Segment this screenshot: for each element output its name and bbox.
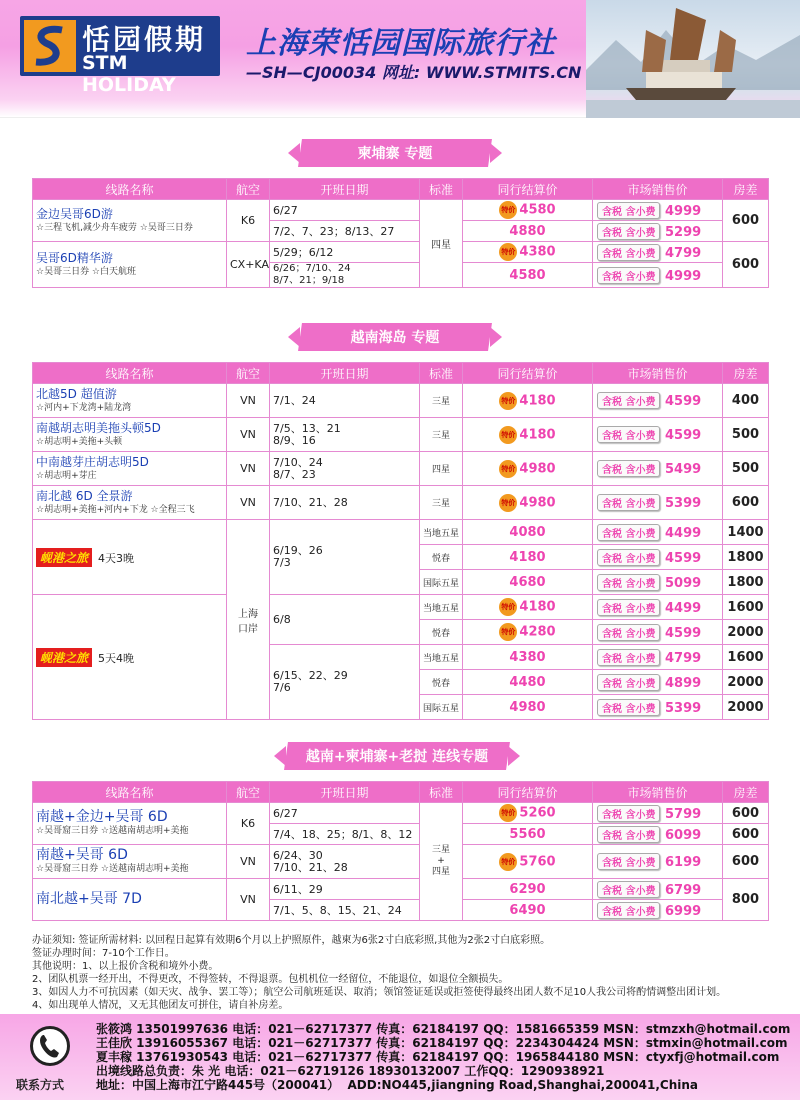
- market-cell: [593, 242, 723, 263]
- market-price: 5399: [665, 700, 702, 716]
- trade-cell: [463, 879, 593, 900]
- fee-tag: 含税 含小费: [597, 624, 660, 641]
- col-air: 航空: [227, 782, 270, 803]
- hot-badge-icon: 特价: [499, 623, 517, 641]
- date-cell: 7/1、5、8、15、21、24: [270, 900, 420, 921]
- trade-cell: [463, 845, 593, 879]
- trade-price: 4180: [519, 599, 556, 615]
- market-cell: [593, 200, 723, 221]
- col-trade: 同行结算价: [463, 782, 593, 803]
- trade-cell: [463, 200, 593, 221]
- hot-badge-icon: 特价: [499, 426, 517, 444]
- date-cell: 6/27: [270, 200, 420, 221]
- section-banner-combo: [284, 742, 510, 770]
- route-cell: [33, 845, 227, 879]
- std-cell: 三星: [420, 418, 463, 452]
- col-diff: 房差: [723, 782, 769, 803]
- boat-photo: [586, 0, 800, 118]
- market-cell: [593, 845, 723, 879]
- col-market: 市场销售价: [593, 782, 723, 803]
- std-cell: 悦春: [420, 545, 463, 570]
- col-trade: 同行结算价: [463, 179, 593, 200]
- fee-tag: 含税 含小费: [597, 244, 660, 261]
- std-cell: 当地五星: [420, 520, 463, 545]
- air-cell: K6: [227, 803, 270, 845]
- table-row: [33, 486, 769, 520]
- contact-label: 联系方式: [16, 1078, 65, 1092]
- market-cell: [593, 695, 723, 720]
- trade-price: 4280: [519, 624, 556, 640]
- table-row: [33, 200, 769, 221]
- trade-cell: [463, 803, 593, 824]
- diff-cell: 1600: [723, 595, 769, 620]
- section-title: 越南海岛 专题: [350, 330, 440, 346]
- date-cell: 5/29；6/12: [270, 242, 420, 263]
- date-cell: 6/8: [270, 595, 420, 645]
- hot-badge-icon: 特价: [499, 853, 517, 871]
- notes-block: [32, 934, 726, 1012]
- std-cell: 四星: [420, 200, 463, 288]
- diff-cell: 1800: [723, 570, 769, 595]
- table-row: [33, 384, 769, 418]
- market-price: 6999: [665, 903, 702, 919]
- std-cell: 四星: [420, 452, 463, 486]
- hot-badge-icon: 特价: [499, 201, 517, 219]
- col-std: 标准: [420, 363, 463, 384]
- trade-price: 4580: [519, 202, 556, 218]
- table-header-row: [33, 782, 769, 803]
- market-cell: [593, 879, 723, 900]
- fee-tag: 含税 含小费: [597, 267, 660, 284]
- route-cell: [33, 486, 227, 520]
- agency-name: 上海荣恬园国际旅行社: [246, 26, 556, 61]
- date-cell: 7/4、18、25；8/1、8、12: [270, 824, 420, 845]
- market-price: 4599: [665, 550, 702, 566]
- diff-cell: 500: [723, 452, 769, 486]
- table-row: [33, 803, 769, 824]
- col-date: 开班日期: [270, 179, 420, 200]
- market-price: 4599: [665, 394, 702, 409]
- trade-cell: [463, 570, 593, 595]
- date-cell: 7/5、13、21 8/9、16: [270, 418, 420, 452]
- trade-cell: [463, 418, 593, 452]
- market-price: 5399: [665, 496, 702, 511]
- danang-tag: 岘港之旅: [36, 548, 92, 567]
- fee-tag: 含税 含小费: [597, 494, 660, 511]
- air-cell: 上海 口岸: [227, 520, 270, 720]
- trade-price: 4680: [509, 574, 546, 590]
- note-line: 2、团队机票一经开出，不得更改，不得签转，不得退票。包机机位一经留位，不能退位，如退位全额损失。: [32, 974, 509, 985]
- hot-badge-icon: 特价: [499, 598, 517, 616]
- trade-cell: [463, 452, 593, 486]
- market-cell: [593, 803, 723, 824]
- trade-cell: [463, 670, 593, 695]
- market-cell: [593, 545, 723, 570]
- air-cell: VN: [227, 845, 270, 879]
- section-banner-cambodia: [298, 139, 492, 167]
- col-route: 线路名称: [33, 363, 227, 384]
- trade-cell: [463, 645, 593, 670]
- date-cell: 7/10、21、28: [270, 486, 420, 520]
- std-cell: 三星 + 四星: [420, 803, 463, 921]
- fee-tag: 含税 含小费: [597, 805, 660, 822]
- col-market: 市场销售价: [593, 179, 723, 200]
- danang-tag: 岘港之旅: [36, 648, 92, 667]
- air-cell: VN: [227, 879, 270, 921]
- market-price: 5799: [665, 806, 702, 822]
- route-cell: [33, 384, 227, 418]
- trade-price: 4180: [519, 393, 556, 408]
- route-desc: ☆河内+下龙湾+陆龙湾: [36, 403, 132, 413]
- note-line: 签证办理时间：7-10个工作日。: [32, 948, 175, 959]
- trade-price: 4180: [519, 427, 556, 442]
- fee-tag: 含税 含小费: [597, 392, 660, 409]
- std-cell: 悦春: [420, 670, 463, 695]
- col-air: 航空: [227, 179, 270, 200]
- std-cell: 当地五星: [420, 595, 463, 620]
- fee-tag: 含税 含小费: [597, 202, 660, 219]
- diff-cell: 600: [723, 242, 769, 288]
- table-row: [33, 242, 769, 263]
- fee-tag: 含税 含小费: [597, 649, 660, 666]
- diff-cell: 2000: [723, 695, 769, 720]
- market-cell: [593, 595, 723, 620]
- trade-price: 5760: [519, 854, 556, 869]
- hot-badge-icon: 特价: [499, 243, 517, 261]
- fee-tag: 含税 含小费: [597, 549, 660, 566]
- trade-cell: [463, 545, 593, 570]
- trade-cell: [463, 242, 593, 263]
- route-desc: ☆吴哥窟三日券 ☆送越南胡志明+美拖: [36, 826, 189, 836]
- fee-tag: 含税 含小费: [597, 826, 660, 843]
- table-row: [33, 845, 769, 879]
- footer: [0, 1014, 800, 1100]
- route-name: 南北越 6D 全景游: [36, 489, 133, 503]
- trade-price: 4180: [509, 549, 546, 565]
- date-cell: 7/10、24 8/7、23: [270, 452, 420, 486]
- trade-cell: [463, 900, 593, 921]
- trade-price: 4580: [509, 267, 546, 283]
- market-price: 4999: [665, 203, 702, 219]
- contact-line: 王佳欣 13916055367 电话：021－62717377 传真：62184197 QQ：2234304424 MSN：stmxin@hotmail.com: [96, 1036, 788, 1050]
- table-row: [33, 595, 769, 620]
- trade-price: 4980: [519, 495, 556, 510]
- note-line: 4、如出现单人情况，又无其他团友可拼住，请自补房差。: [32, 1000, 289, 1011]
- table-row: [33, 520, 769, 545]
- trade-price: 5560: [509, 826, 546, 842]
- market-cell: [593, 418, 723, 452]
- route-cell: [33, 520, 227, 595]
- diff-cell: 1800: [723, 545, 769, 570]
- fee-tag: 含税 含小费: [597, 524, 660, 541]
- diff-cell: 2000: [723, 620, 769, 645]
- route-cell: [33, 595, 227, 720]
- banner-ribbon-right: [508, 746, 520, 766]
- fee-tag: 含税 含小费: [597, 881, 660, 898]
- diff-cell: 2000: [723, 670, 769, 695]
- diff-cell: 800: [723, 879, 769, 921]
- market-price: 6799: [665, 882, 702, 898]
- route-desc: ☆胡志明+芽庄: [36, 471, 97, 481]
- std-cell: 三星: [420, 486, 463, 520]
- hot-badge-icon: 特价: [499, 804, 517, 822]
- market-price: 4499: [665, 525, 702, 541]
- section-title: 越南+柬埔寨+老挝 连线专题: [305, 749, 489, 765]
- market-price: 5099: [665, 575, 702, 591]
- market-cell: [593, 570, 723, 595]
- trade-price: 5260: [519, 805, 556, 821]
- section-banner-vietnam: [298, 323, 492, 351]
- diff-cell: 400: [723, 384, 769, 418]
- hot-badge-icon: 特价: [499, 460, 517, 478]
- col-air: 航空: [227, 363, 270, 384]
- std-cell: 当地五星: [420, 645, 463, 670]
- route-name: 北越5D 超值游: [36, 387, 117, 401]
- trade-cell: [463, 695, 593, 720]
- stm-logo: [20, 16, 220, 96]
- table-row: [33, 452, 769, 486]
- trade-price: 4880: [509, 223, 546, 239]
- std-cell: 三星: [420, 384, 463, 418]
- air-cell: K6: [227, 200, 270, 242]
- col-date: 开班日期: [270, 782, 420, 803]
- fee-tag: 含税 含小费: [597, 223, 660, 240]
- col-diff: 房差: [723, 179, 769, 200]
- market-cell: [593, 221, 723, 242]
- air-cell: CX+KA: [227, 242, 270, 288]
- fee-tag: 含税 含小费: [597, 853, 660, 870]
- combo-table: [32, 781, 769, 921]
- diff-cell: 600: [723, 803, 769, 824]
- hot-badge-icon: 特价: [499, 494, 517, 512]
- route-cell: [33, 452, 227, 486]
- section-title: 柬埔寨 专题: [357, 146, 433, 162]
- route-name: 南越+吴哥 6D: [36, 847, 128, 863]
- logo-s-icon: [24, 20, 76, 72]
- route-name: 金边吴哥6D游: [36, 207, 113, 221]
- trade-price: 6490: [509, 902, 546, 918]
- diff-cell: 1400: [723, 520, 769, 545]
- market-price: 4899: [665, 675, 702, 691]
- date-cell: 6/27: [270, 803, 420, 824]
- vietnam-table: [32, 362, 769, 720]
- route-cell: [33, 879, 227, 921]
- route-name: 吴哥6D精华游: [36, 251, 113, 265]
- route-nights: 4天3晚: [98, 551, 135, 565]
- trade-price: 4380: [519, 244, 556, 260]
- table-header-row: [33, 179, 769, 200]
- date-cell: 7/2、7、23；8/13、27: [270, 221, 420, 242]
- banner-ribbon-right: [490, 143, 502, 163]
- market-cell: [593, 900, 723, 921]
- market-cell: [593, 824, 723, 845]
- trade-cell: [463, 221, 593, 242]
- col-route: 线路名称: [33, 179, 227, 200]
- market-price: 4599: [665, 428, 702, 443]
- fee-tag: 含税 含小费: [597, 599, 660, 616]
- date-cell: 6/11、29: [270, 879, 420, 900]
- phone-icon: [30, 1026, 70, 1066]
- trade-cell: [463, 486, 593, 520]
- logo-en-text: STM HOLIDAY: [82, 52, 176, 96]
- diff-cell: 600: [723, 486, 769, 520]
- logo-cn-text: 恬园假期: [82, 23, 207, 56]
- contact-lines: [96, 1022, 790, 1092]
- date-cell: 6/19、26 7/3: [270, 520, 420, 595]
- air-cell: VN: [227, 452, 270, 486]
- route-nights: 5天4晚: [98, 651, 135, 665]
- market-cell: [593, 670, 723, 695]
- col-std: 标准: [420, 782, 463, 803]
- contact-line: 夏丰稼 13761930543 电话：021－62717377 传真：62184197 QQ：1965844180 MSN：ctyxfj@hotmail.com: [96, 1050, 780, 1064]
- table-row: [33, 879, 769, 900]
- diff-cell: 1600: [723, 645, 769, 670]
- market-price: 4599: [665, 625, 702, 641]
- col-route: 线路名称: [33, 782, 227, 803]
- diff-cell: 600: [723, 824, 769, 845]
- date-cell: 6/26；7/10、24 8/7、21；9/18: [270, 263, 420, 288]
- col-market: 市场销售价: [593, 363, 723, 384]
- market-price: 5499: [665, 462, 702, 477]
- air-cell: VN: [227, 418, 270, 452]
- trade-cell: [463, 384, 593, 418]
- date-cell: 6/24、30 7/10、21、28: [270, 845, 420, 879]
- trade-price: 4980: [509, 699, 546, 715]
- market-cell: [593, 620, 723, 645]
- date-cell: 7/1、24: [270, 384, 420, 418]
- route-desc: ☆三程飞机,减少舟车疲劳 ☆吴哥三日券: [36, 223, 193, 233]
- market-cell: [593, 520, 723, 545]
- trade-price: 6290: [509, 881, 546, 897]
- contact-line: 地址：中国上海市江宁路445号（200041） ADD:NO445,jiangning Road,Shanghai,200041,China: [96, 1078, 699, 1092]
- trade-cell: [463, 620, 593, 645]
- diff-cell: 600: [723, 200, 769, 242]
- contact-line: 出境线路总负责：朱 光 电话：021－62719126 18930132007 工作QQ：1290938921: [96, 1064, 605, 1078]
- route-desc: ☆胡志明+美拖+头顿: [36, 437, 123, 447]
- market-price: 6199: [665, 855, 702, 870]
- note-line: 其他说明：1、以上报价含税和境外小费。: [32, 961, 219, 972]
- col-date: 开班日期: [270, 363, 420, 384]
- std-cell: 悦春: [420, 620, 463, 645]
- date-cell: 6/15、22、29 7/6: [270, 645, 420, 720]
- route-name: 中南越芽庄胡志明5D: [36, 455, 149, 469]
- market-cell: [593, 486, 723, 520]
- route-cell: [33, 803, 227, 845]
- market-price: 4799: [665, 245, 702, 261]
- market-price: 6099: [665, 827, 702, 843]
- route-name: 南北越+吴哥 7D: [36, 891, 142, 907]
- market-cell: [593, 263, 723, 288]
- std-cell: 国际五星: [420, 570, 463, 595]
- note-line: 办证须知: 签证所需材料: 以回程日起算有效期6个月以上护照原件，越柬为6张2寸白底彩照,其他为2张2寸白底彩照。: [32, 935, 551, 946]
- fee-tag: 含税 含小费: [597, 460, 660, 477]
- trade-price: 4980: [519, 461, 556, 476]
- fee-tag: 含税 含小费: [597, 674, 660, 691]
- note-line: 3、如因人力不可抗因素（如天灾、战争、罢工等）；航空公司航班延误、取消；领馆签证延误或拒签使得最终出团人数不足10人我公司将酌情调整出团计划。: [32, 987, 727, 998]
- trade-cell: [463, 520, 593, 545]
- table-header-row: [33, 363, 769, 384]
- fee-tag: 含税 含小费: [597, 902, 660, 919]
- trade-price: 4380: [509, 649, 546, 665]
- cambodia-table: [32, 178, 769, 288]
- col-diff: 房差: [723, 363, 769, 384]
- market-price: 5299: [665, 224, 702, 240]
- banner-ribbon-right: [490, 327, 502, 347]
- route-cell: [33, 418, 227, 452]
- air-cell: VN: [227, 384, 270, 418]
- trade-cell: [463, 595, 593, 620]
- fee-tag: 含税 含小费: [597, 574, 660, 591]
- route-cell: [33, 200, 227, 242]
- hot-badge-icon: 特价: [499, 392, 517, 410]
- market-price: 4799: [665, 650, 702, 666]
- col-std: 标准: [420, 179, 463, 200]
- trade-price: 4480: [509, 674, 546, 690]
- route-desc: ☆吴哥三日券 ☆白天航班: [36, 267, 136, 277]
- col-trade: 同行结算价: [463, 363, 593, 384]
- diff-cell: 500: [723, 418, 769, 452]
- route-name: 南越+金边+吴哥 6D: [36, 809, 168, 825]
- trade-cell: [463, 824, 593, 845]
- table-row: [33, 418, 769, 452]
- market-cell: [593, 452, 723, 486]
- route-desc: ☆胡志明+美拖+河内+下龙 ☆全程三飞: [36, 505, 195, 515]
- air-cell: VN: [227, 486, 270, 520]
- route-desc: ☆吴哥窟三日券 ☆送越南胡志明+美拖: [36, 864, 189, 874]
- market-cell: [593, 384, 723, 418]
- fee-tag: 含税 含小费: [597, 699, 660, 716]
- diff-cell: 600: [723, 845, 769, 879]
- route-name: 南越胡志明美拖头顿5D: [36, 421, 161, 435]
- market-price: 4499: [665, 600, 702, 616]
- trade-price: 4080: [509, 524, 546, 540]
- licence-website: —SH—CJ00034 网址: WWW.STMITS.CN: [246, 63, 582, 82]
- fee-tag: 含税 含小费: [597, 426, 660, 443]
- header: [0, 0, 800, 118]
- std-cell: 国际五星: [420, 695, 463, 720]
- market-price: 4999: [665, 268, 702, 284]
- contact-line: 张筱鸿 13501997636 电话：021－62717377 传真：62184197 QQ：1581665359 MSN：stmzxh@hotmail.com: [96, 1022, 791, 1036]
- route-cell: [33, 242, 227, 288]
- trade-cell: [463, 263, 593, 288]
- market-cell: [593, 645, 723, 670]
